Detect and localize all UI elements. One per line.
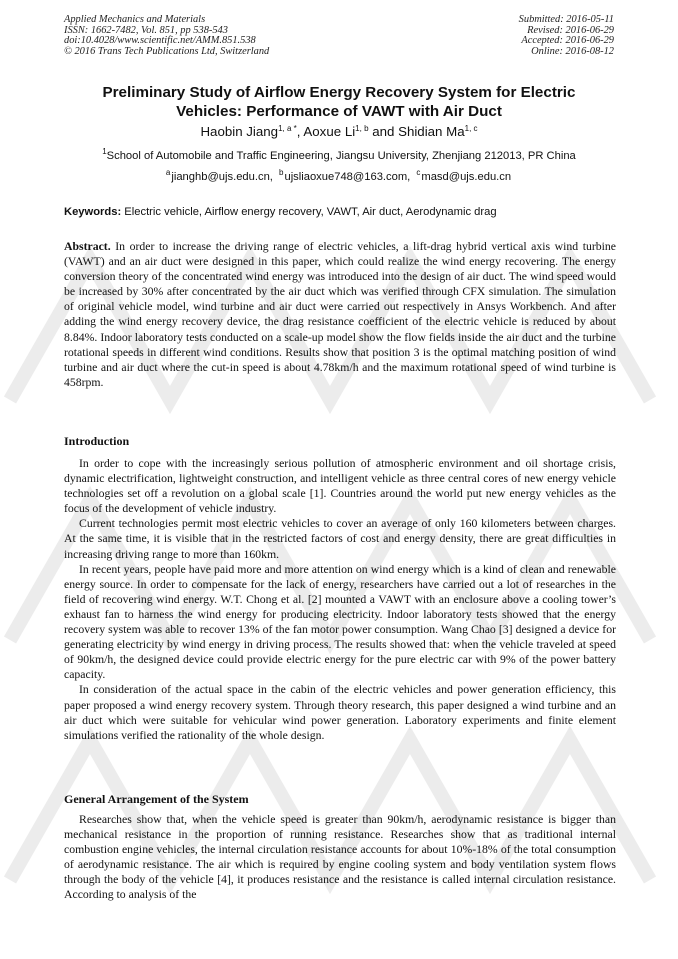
email-3-marker: c [416,168,421,177]
email-3-address: masd@ujs.edu.cn [421,171,512,183]
author-separator-2: and [368,124,399,139]
author-separator-1: , [296,124,304,139]
author-1: Haobin Jiang [200,124,279,139]
doi-line: doi:10.4028/www.scientific.net/AMM.851.538 [64,35,256,47]
revised-date: Revised: 2016-06-29 [527,24,614,36]
email-2 [279,168,411,183]
title-line-1: Preliminary Study of Airflow Energy Recovery System for Electric [102,84,576,101]
intro-paragraph-3: In recent years, people have paid more and more attention on wind energy which is a kind of clean and renewable energy source. In order to compensate for the lack of energy, researchers have carried out a lot of researches in the field of recovering wind energy. W.T. Chong et al. [2] mounted a VAWT with an enclosure above a cooling tower’s exhaust fan to harness the wind energy for producing electricity. Indoor laboratory tests showed that the energy recovery system was able to recover 13% of the fan motor power consumption. Wang Chao [3] designed a device for generating electricity by wind energy in driving process. The results showed that: when the vehicle traveled at speed of 90km/h, the designed device could provide electric energy for the pure electric car with 9% of the power battery capacity. [64,562,616,682]
issn-line: ISSN: 1662-7482, Vol. 851, pp 538-543 [64,24,228,36]
author-1-marker: 1, a * [278,124,297,133]
introduction-body [64,456,616,743]
intro-paragraph-4: In consideration of the actual space in the cabin of the electric vehicles and power generation efficiency, this paper proposed a wind energy recovery system. Through theory research, this paper designed a wind turbine and an air duct which were suitable for vehicular wind power generation. Laboratory experiments and finite element simulations verified the rationality of the whole design. [64,683,616,742]
keywords-label: Keywords: [64,206,122,218]
submitted-date: Submitted: 2016-05-11 [518,14,614,25]
keywords [64,206,624,218]
general-arrangement-heading: General Arrangement of the System [64,792,249,806]
introduction-heading: Introduction [64,434,130,448]
author-2-marker: 1, b [355,124,369,133]
author-3-marker: 1, c [464,124,478,133]
intro-paragraph-1: In order to cope with the increasingly serious pollution of atmospheric environment and oil shortage crisis, dynamic electrification, lightweight construction, and intelligent vehicle as three central cores of new energy vehicle technologies set off a revolution on a global scale [1]. Countries around the world put new energy vehicles as the focus of the development of vehicle industry. [64,457,616,516]
online-date: Online: 2016-08-12 [531,45,614,57]
abstract-text: In order to increase the driving range of electric vehicles, a lift-drag hybrid vertical axis wind turbine (VAWT) and an air duct were designed in this paper, which could realize the wind energy recovering. The energy conversion theory of the concentrated wind energy was introduced into the design of air duct. The wind speed would be increased by 30% after concentrated by the air duct which was verified through CFX simulation. The simulation of original vehicle model, wind turbine and air duct were carried out respectively in Ansys Workbench. And after adding the wind energy recovery device, the drag resistance coefficient of the electric vehicle is reduced by about 8.84%. Indoor laboratory tests conducted on a scale-up model show the flow fields inside the air duct and the turbine rotational speeds in different wind conditions. Results show that position 3 is the optimal matching position of wind turbine and air duct where the cut-in speed is about 4.78km/h and the maximum rotational speed of wind turbine is 458rpm. [64,240,616,389]
author-3: Shidian Ma [398,124,465,139]
submission-dates [519,15,614,57]
abstract-label: Abstract. [64,240,111,253]
affiliation-marker: 1 [102,147,107,156]
author-emails [40,168,638,183]
intro-paragraph-2: Current technologies permit most electric vehicles to cover an average of only 160 kilometers between charges. At the same time, it is visible that in the restricted factors of cost and energy density, there are great difficulties in increasing driving range to more than 160km. [64,517,616,561]
paper-title [40,83,638,121]
email-3 [416,168,512,183]
journal-info [64,15,269,57]
keywords-text: Electric vehicle, Airflow energy recovery, VAWT, Air duct, Aerodynamic drag [121,206,497,218]
title-line-2: Vehicles: Performance of VAWT with Air Duct [176,103,502,120]
author-2: Aoxue Li [303,124,356,139]
email-1-marker: a [165,168,171,177]
email-2-marker: b [279,168,284,177]
email-2-address: ujsliaoxue748@163.com, [284,171,411,183]
affiliation [40,147,638,162]
email-1-address: jianghb@ujs.edu.cn, [171,171,273,183]
affiliation-text: School of Automobile and Traffic Engineering, Jiangsu University, Zhenjiang 212013, PR China [106,150,576,162]
email-1 [165,168,274,183]
author-list [40,124,638,139]
copyright-line: © 2016 Trans Tech Publications Ltd, Switzerland [64,45,270,57]
journal-name: Applied Mechanics and Materials [64,14,206,25]
abstract [64,239,616,390]
accepted-date: Accepted: 2016-06-29 [521,35,614,47]
general-arrangement-paragraph: Researches show that, when the vehicle speed is greater than 90km/h, aerodynamic resistance is bigger than mechanical resistance in the proportion of running resistance. Researches show that as traditional internal combustion engine vehicles, the internal circulation resistance accounts for about 10%-18% of the total consumption of aerodynamic resistance. The air which is required by engine cooling system and body ventilation system flows through the body of the vehicle [4], it produces resistance and the resistance is called internal circulation resistance. According to analysis of the [64,813,616,902]
